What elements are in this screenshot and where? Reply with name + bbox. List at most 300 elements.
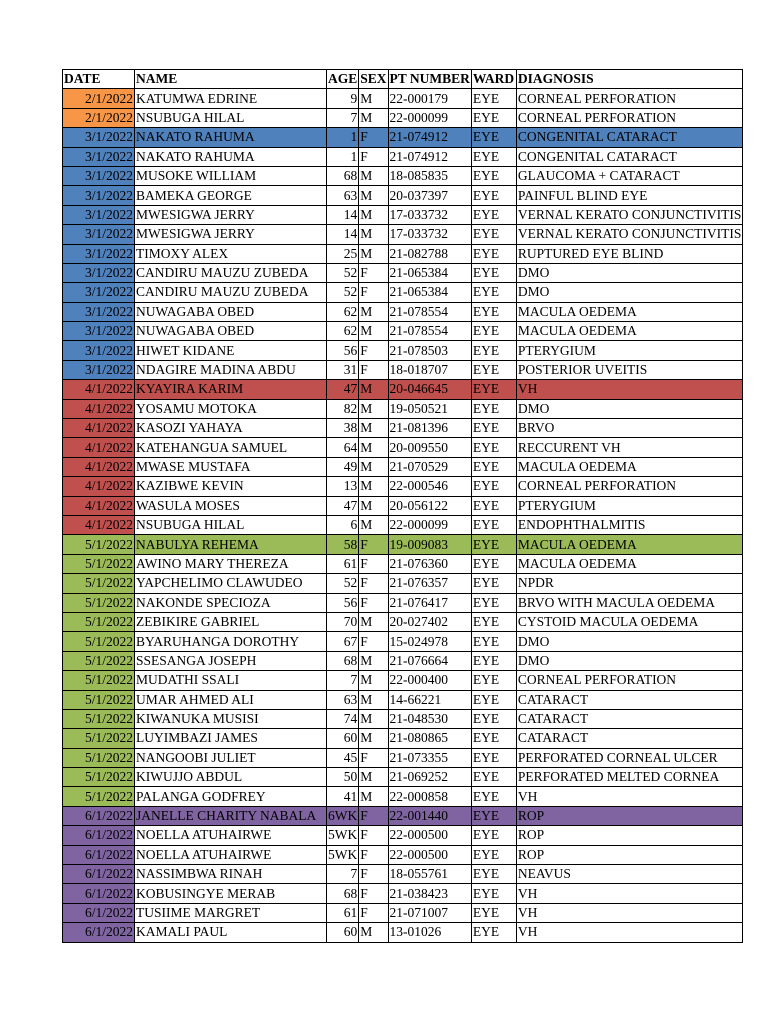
- cell-ward[interactable]: EYE: [471, 515, 516, 534]
- cell-sex[interactable]: F: [359, 593, 388, 612]
- cell-pt-number[interactable]: 21-078503: [388, 341, 471, 360]
- cell-age[interactable]: 6: [327, 515, 359, 534]
- cell-name[interactable]: KIWUJJO ABDUL: [135, 768, 327, 787]
- cell-pt-number[interactable]: 22-000179: [388, 89, 471, 108]
- cell-name[interactable]: JANELLE CHARITY NABALA: [135, 806, 327, 825]
- cell-age[interactable]: 5WK: [327, 826, 359, 845]
- cell-date[interactable]: 6/1/2022: [63, 806, 135, 825]
- cell-age[interactable]: 52: [327, 283, 359, 302]
- cell-name[interactable]: NAKATO RAHUMA: [135, 128, 327, 147]
- cell-name[interactable]: HIWET KIDANE: [135, 341, 327, 360]
- cell-name[interactable]: BAMEKA GEORGE: [135, 186, 327, 205]
- cell-name[interactable]: NAKATO RAHUMA: [135, 147, 327, 166]
- cell-age[interactable]: 47: [327, 380, 359, 399]
- cell-pt-number[interactable]: 21-038423: [388, 884, 471, 903]
- cell-sex[interactable]: F: [359, 147, 388, 166]
- cell-age[interactable]: 31: [327, 360, 359, 379]
- cell-pt-number[interactable]: 18-018707: [388, 360, 471, 379]
- cell-sex[interactable]: M: [359, 651, 388, 670]
- cell-pt-number[interactable]: 21-082788: [388, 244, 471, 263]
- cell-pt-number[interactable]: 20-037397: [388, 186, 471, 205]
- cell-diagnosis[interactable]: PERFORATED MELTED CORNEA: [516, 768, 743, 787]
- cell-ward[interactable]: EYE: [471, 787, 516, 806]
- cell-name[interactable]: PALANGA GODFREY: [135, 787, 327, 806]
- cell-sex[interactable]: M: [359, 244, 388, 263]
- cell-ward[interactable]: EYE: [471, 128, 516, 147]
- cell-ward[interactable]: EYE: [471, 535, 516, 554]
- cell-diagnosis[interactable]: NPDR: [516, 574, 743, 593]
- cell-date[interactable]: 6/1/2022: [63, 884, 135, 903]
- cell-diagnosis[interactable]: ROP: [516, 845, 743, 864]
- cell-name[interactable]: NSUBUGA HILAL: [135, 515, 327, 534]
- cell-date[interactable]: 5/1/2022: [63, 554, 135, 573]
- cell-ward[interactable]: EYE: [471, 612, 516, 631]
- cell-diagnosis[interactable]: CORNEAL PERFORATION: [516, 477, 743, 496]
- cell-age[interactable]: 6WK: [327, 806, 359, 825]
- cell-ward[interactable]: EYE: [471, 360, 516, 379]
- cell-date[interactable]: 5/1/2022: [63, 632, 135, 651]
- cell-age[interactable]: 9: [327, 89, 359, 108]
- cell-ward[interactable]: EYE: [471, 923, 516, 942]
- cell-age[interactable]: 13: [327, 477, 359, 496]
- cell-pt-number[interactable]: 18-085835: [388, 166, 471, 185]
- cell-age[interactable]: 41: [327, 787, 359, 806]
- cell-date[interactable]: 5/1/2022: [63, 768, 135, 787]
- cell-ward[interactable]: EYE: [471, 186, 516, 205]
- cell-age[interactable]: 14: [327, 205, 359, 224]
- cell-sex[interactable]: F: [359, 748, 388, 767]
- cell-age[interactable]: 1: [327, 128, 359, 147]
- cell-age[interactable]: 14: [327, 225, 359, 244]
- cell-age[interactable]: 82: [327, 399, 359, 418]
- cell-ward[interactable]: EYE: [471, 496, 516, 515]
- cell-pt-number[interactable]: 20-046645: [388, 380, 471, 399]
- cell-sex[interactable]: M: [359, 380, 388, 399]
- cell-date[interactable]: 5/1/2022: [63, 787, 135, 806]
- cell-date[interactable]: 3/1/2022: [63, 186, 135, 205]
- cell-date[interactable]: 3/1/2022: [63, 322, 135, 341]
- cell-pt-number[interactable]: 22-000546: [388, 477, 471, 496]
- cell-ward[interactable]: EYE: [471, 89, 516, 108]
- cell-age[interactable]: 60: [327, 729, 359, 748]
- cell-sex[interactable]: F: [359, 865, 388, 884]
- cell-date[interactable]: 4/1/2022: [63, 399, 135, 418]
- cell-diagnosis[interactable]: PTERYGIUM: [516, 496, 743, 515]
- cell-date[interactable]: 4/1/2022: [63, 496, 135, 515]
- cell-name[interactable]: MWASE MUSTAFA: [135, 457, 327, 476]
- cell-sex[interactable]: M: [359, 322, 388, 341]
- cell-name[interactable]: KASOZI YAHAYA: [135, 419, 327, 438]
- cell-diagnosis[interactable]: CATARACT: [516, 729, 743, 748]
- cell-pt-number[interactable]: 14-66221: [388, 690, 471, 709]
- cell-diagnosis[interactable]: CONGENITAL CATARACT: [516, 147, 743, 166]
- cell-sex[interactable]: M: [359, 515, 388, 534]
- cell-date[interactable]: 3/1/2022: [63, 225, 135, 244]
- cell-name[interactable]: MWESIGWA JERRY: [135, 225, 327, 244]
- cell-sex[interactable]: M: [359, 225, 388, 244]
- cell-date[interactable]: 5/1/2022: [63, 748, 135, 767]
- cell-ward[interactable]: EYE: [471, 438, 516, 457]
- cell-ward[interactable]: EYE: [471, 671, 516, 690]
- cell-date[interactable]: 3/1/2022: [63, 263, 135, 282]
- cell-date[interactable]: 4/1/2022: [63, 457, 135, 476]
- cell-age[interactable]: 74: [327, 709, 359, 728]
- cell-pt-number[interactable]: 21-081396: [388, 419, 471, 438]
- cell-diagnosis[interactable]: DMO: [516, 399, 743, 418]
- cell-age[interactable]: 61: [327, 903, 359, 922]
- header-diagnosis[interactable]: DIAGNOSIS: [516, 70, 743, 89]
- cell-name[interactable]: UMAR AHMED ALI: [135, 690, 327, 709]
- cell-name[interactable]: KOBUSINGYE MERAB: [135, 884, 327, 903]
- cell-pt-number[interactable]: 21-048530: [388, 709, 471, 728]
- cell-name[interactable]: NOELLA ATUHAIRWE: [135, 845, 327, 864]
- cell-diagnosis[interactable]: MACULA OEDEMA: [516, 535, 743, 554]
- cell-date[interactable]: 4/1/2022: [63, 477, 135, 496]
- cell-ward[interactable]: EYE: [471, 263, 516, 282]
- cell-age[interactable]: 25: [327, 244, 359, 263]
- cell-pt-number[interactable]: 20-027402: [388, 612, 471, 631]
- cell-ward[interactable]: EYE: [471, 729, 516, 748]
- cell-age[interactable]: 63: [327, 186, 359, 205]
- cell-diagnosis[interactable]: BRVO WITH MACULA OEDEMA: [516, 593, 743, 612]
- cell-diagnosis[interactable]: PTERYGIUM: [516, 341, 743, 360]
- cell-diagnosis[interactable]: CATARACT: [516, 690, 743, 709]
- cell-ward[interactable]: EYE: [471, 632, 516, 651]
- cell-date[interactable]: 5/1/2022: [63, 729, 135, 748]
- cell-pt-number[interactable]: 21-076417: [388, 593, 471, 612]
- cell-pt-number[interactable]: 19-050521: [388, 399, 471, 418]
- cell-age[interactable]: 5WK: [327, 845, 359, 864]
- cell-diagnosis[interactable]: CORNEAL PERFORATION: [516, 108, 743, 127]
- cell-diagnosis[interactable]: DMO: [516, 283, 743, 302]
- cell-diagnosis[interactable]: CONGENITAL CATARACT: [516, 128, 743, 147]
- cell-diagnosis[interactable]: VH: [516, 923, 743, 942]
- cell-sex[interactable]: F: [359, 826, 388, 845]
- cell-ward[interactable]: EYE: [471, 748, 516, 767]
- cell-date[interactable]: 3/1/2022: [63, 147, 135, 166]
- cell-date[interactable]: 3/1/2022: [63, 283, 135, 302]
- header-name[interactable]: NAME: [135, 70, 327, 89]
- cell-ward[interactable]: EYE: [471, 845, 516, 864]
- cell-ward[interactable]: EYE: [471, 399, 516, 418]
- cell-pt-number[interactable]: 18-055761: [388, 865, 471, 884]
- cell-date[interactable]: 5/1/2022: [63, 651, 135, 670]
- cell-sex[interactable]: F: [359, 845, 388, 864]
- cell-age[interactable]: 68: [327, 651, 359, 670]
- cell-ward[interactable]: EYE: [471, 865, 516, 884]
- cell-ward[interactable]: EYE: [471, 380, 516, 399]
- cell-diagnosis[interactable]: RUPTURED EYE BLIND: [516, 244, 743, 263]
- cell-name[interactable]: KAMALI PAUL: [135, 923, 327, 942]
- cell-age[interactable]: 68: [327, 884, 359, 903]
- cell-pt-number[interactable]: 22-000858: [388, 787, 471, 806]
- cell-pt-number[interactable]: 21-078554: [388, 322, 471, 341]
- cell-pt-number[interactable]: 13-01026: [388, 923, 471, 942]
- cell-pt-number[interactable]: 22-000400: [388, 671, 471, 690]
- cell-age[interactable]: 70: [327, 612, 359, 631]
- cell-diagnosis[interactable]: DMO: [516, 632, 743, 651]
- cell-ward[interactable]: EYE: [471, 166, 516, 185]
- cell-sex[interactable]: M: [359, 690, 388, 709]
- cell-name[interactable]: KATUMWA EDRINE: [135, 89, 327, 108]
- cell-name[interactable]: KYAYIRA KARIM: [135, 380, 327, 399]
- cell-date[interactable]: 5/1/2022: [63, 671, 135, 690]
- cell-sex[interactable]: M: [359, 612, 388, 631]
- cell-diagnosis[interactable]: MACULA OEDEMA: [516, 457, 743, 476]
- cell-ward[interactable]: EYE: [471, 108, 516, 127]
- cell-date[interactable]: 5/1/2022: [63, 690, 135, 709]
- cell-sex[interactable]: M: [359, 729, 388, 748]
- cell-pt-number[interactable]: 17-033732: [388, 225, 471, 244]
- cell-ward[interactable]: EYE: [471, 651, 516, 670]
- cell-sex[interactable]: M: [359, 108, 388, 127]
- cell-sex[interactable]: M: [359, 768, 388, 787]
- cell-age[interactable]: 67: [327, 632, 359, 651]
- cell-name[interactable]: MUDATHI SSALI: [135, 671, 327, 690]
- cell-ward[interactable]: EYE: [471, 419, 516, 438]
- cell-diagnosis[interactable]: PAINFUL BLIND EYE: [516, 186, 743, 205]
- cell-sex[interactable]: M: [359, 496, 388, 515]
- cell-name[interactable]: NSUBUGA HILAL: [135, 108, 327, 127]
- cell-age[interactable]: 52: [327, 263, 359, 282]
- cell-age[interactable]: 38: [327, 419, 359, 438]
- cell-name[interactable]: WASULA MOSES: [135, 496, 327, 515]
- cell-diagnosis[interactable]: POSTERIOR UVEITIS: [516, 360, 743, 379]
- header-age[interactable]: AGE: [327, 70, 359, 89]
- cell-ward[interactable]: EYE: [471, 302, 516, 321]
- cell-age[interactable]: 1: [327, 147, 359, 166]
- cell-name[interactable]: SSESANGA JOSEPH: [135, 651, 327, 670]
- cell-date[interactable]: 6/1/2022: [63, 845, 135, 864]
- cell-age[interactable]: 47: [327, 496, 359, 515]
- cell-age[interactable]: 61: [327, 554, 359, 573]
- cell-ward[interactable]: EYE: [471, 574, 516, 593]
- cell-name[interactable]: NASSIMBWA RINAH: [135, 865, 327, 884]
- cell-date[interactable]: 5/1/2022: [63, 612, 135, 631]
- cell-diagnosis[interactable]: VERNAL KERATO CONJUNCTIVITIS: [516, 225, 743, 244]
- cell-age[interactable]: 58: [327, 535, 359, 554]
- cell-age[interactable]: 60: [327, 923, 359, 942]
- cell-age[interactable]: 68: [327, 166, 359, 185]
- cell-age[interactable]: 50: [327, 768, 359, 787]
- cell-diagnosis[interactable]: BRVO: [516, 419, 743, 438]
- cell-ward[interactable]: EYE: [471, 709, 516, 728]
- cell-name[interactable]: TUSIIME MARGRET: [135, 903, 327, 922]
- cell-pt-number[interactable]: 22-000500: [388, 826, 471, 845]
- cell-pt-number[interactable]: 21-070529: [388, 457, 471, 476]
- cell-name[interactable]: MUSOKE WILLIAM: [135, 166, 327, 185]
- cell-age[interactable]: 49: [327, 457, 359, 476]
- cell-name[interactable]: YAPCHELIMO CLAWUDEO: [135, 574, 327, 593]
- cell-pt-number[interactable]: 21-071007: [388, 903, 471, 922]
- cell-name[interactable]: NANGOOBI JULIET: [135, 748, 327, 767]
- cell-sex[interactable]: F: [359, 884, 388, 903]
- cell-diagnosis[interactable]: CORNEAL PERFORATION: [516, 671, 743, 690]
- cell-pt-number[interactable]: 21-069252: [388, 768, 471, 787]
- cell-diagnosis[interactable]: MACULA OEDEMA: [516, 322, 743, 341]
- cell-name[interactable]: LUYIMBAZI JAMES: [135, 729, 327, 748]
- cell-ward[interactable]: EYE: [471, 322, 516, 341]
- cell-sex[interactable]: M: [359, 419, 388, 438]
- cell-name[interactable]: MWESIGWA JERRY: [135, 205, 327, 224]
- cell-date[interactable]: 6/1/2022: [63, 865, 135, 884]
- cell-name[interactable]: AWINO MARY THEREZA: [135, 554, 327, 573]
- cell-ward[interactable]: EYE: [471, 457, 516, 476]
- cell-diagnosis[interactable]: DMO: [516, 263, 743, 282]
- cell-sex[interactable]: F: [359, 632, 388, 651]
- cell-pt-number[interactable]: 21-076357: [388, 574, 471, 593]
- cell-name[interactable]: TIMOXY ALEX: [135, 244, 327, 263]
- cell-pt-number[interactable]: 22-000099: [388, 108, 471, 127]
- cell-date[interactable]: 5/1/2022: [63, 709, 135, 728]
- cell-pt-number[interactable]: 21-065384: [388, 283, 471, 302]
- cell-date[interactable]: 3/1/2022: [63, 205, 135, 224]
- cell-diagnosis[interactable]: ROP: [516, 826, 743, 845]
- cell-sex[interactable]: M: [359, 787, 388, 806]
- cell-age[interactable]: 62: [327, 322, 359, 341]
- cell-age[interactable]: 7: [327, 865, 359, 884]
- cell-age[interactable]: 56: [327, 341, 359, 360]
- cell-sex[interactable]: F: [359, 128, 388, 147]
- cell-date[interactable]: 2/1/2022: [63, 108, 135, 127]
- cell-sex[interactable]: M: [359, 438, 388, 457]
- cell-diagnosis[interactable]: NEAVUS: [516, 865, 743, 884]
- cell-name[interactable]: NUWAGABA OBED: [135, 302, 327, 321]
- cell-date[interactable]: 3/1/2022: [63, 166, 135, 185]
- cell-pt-number[interactable]: 21-074912: [388, 147, 471, 166]
- cell-date[interactable]: 6/1/2022: [63, 903, 135, 922]
- cell-name[interactable]: KAZIBWE KEVIN: [135, 477, 327, 496]
- cell-date[interactable]: 4/1/2022: [63, 438, 135, 457]
- cell-sex[interactable]: M: [359, 477, 388, 496]
- cell-sex[interactable]: F: [359, 535, 388, 554]
- cell-ward[interactable]: EYE: [471, 593, 516, 612]
- cell-ward[interactable]: EYE: [471, 225, 516, 244]
- cell-diagnosis[interactable]: ENDOPHTHALMITIS: [516, 515, 743, 534]
- cell-sex[interactable]: M: [359, 89, 388, 108]
- cell-age[interactable]: 62: [327, 302, 359, 321]
- cell-name[interactable]: NABULYA REHEMA: [135, 535, 327, 554]
- cell-diagnosis[interactable]: ROP: [516, 806, 743, 825]
- cell-diagnosis[interactable]: VH: [516, 380, 743, 399]
- header-ward[interactable]: WARD: [471, 70, 516, 89]
- cell-ward[interactable]: EYE: [471, 768, 516, 787]
- cell-diagnosis[interactable]: RECCURENT VH: [516, 438, 743, 457]
- cell-date[interactable]: 3/1/2022: [63, 302, 135, 321]
- cell-sex[interactable]: M: [359, 186, 388, 205]
- cell-ward[interactable]: EYE: [471, 826, 516, 845]
- cell-date[interactable]: 3/1/2022: [63, 128, 135, 147]
- cell-sex[interactable]: M: [359, 709, 388, 728]
- cell-sex[interactable]: F: [359, 574, 388, 593]
- cell-pt-number[interactable]: 20-056122: [388, 496, 471, 515]
- cell-name[interactable]: NDAGIRE MADINA ABDU: [135, 360, 327, 379]
- header-pt-number[interactable]: PT NUMBER: [388, 70, 471, 89]
- cell-diagnosis[interactable]: VH: [516, 903, 743, 922]
- cell-date[interactable]: 4/1/2022: [63, 515, 135, 534]
- cell-diagnosis[interactable]: VERNAL KERATO CONJUNCTIVITIS: [516, 205, 743, 224]
- cell-date[interactable]: 5/1/2022: [63, 574, 135, 593]
- cell-age[interactable]: 56: [327, 593, 359, 612]
- header-sex[interactable]: SEX: [359, 70, 388, 89]
- cell-date[interactable]: 4/1/2022: [63, 419, 135, 438]
- cell-date[interactable]: 6/1/2022: [63, 826, 135, 845]
- cell-diagnosis[interactable]: GLAUCOMA + CATARACT: [516, 166, 743, 185]
- cell-diagnosis[interactable]: MACULA OEDEMA: [516, 554, 743, 573]
- cell-age[interactable]: 63: [327, 690, 359, 709]
- header-date[interactable]: DATE: [63, 70, 135, 89]
- cell-pt-number[interactable]: 21-065384: [388, 263, 471, 282]
- cell-ward[interactable]: EYE: [471, 884, 516, 903]
- cell-sex[interactable]: M: [359, 923, 388, 942]
- cell-sex[interactable]: M: [359, 205, 388, 224]
- cell-ward[interactable]: EYE: [471, 477, 516, 496]
- cell-pt-number[interactable]: 21-074912: [388, 128, 471, 147]
- cell-name[interactable]: YOSAMU MOTOKA: [135, 399, 327, 418]
- cell-pt-number[interactable]: 22-000500: [388, 845, 471, 864]
- cell-age[interactable]: 64: [327, 438, 359, 457]
- cell-date[interactable]: 3/1/2022: [63, 341, 135, 360]
- cell-pt-number[interactable]: 21-076664: [388, 651, 471, 670]
- cell-age[interactable]: 7: [327, 671, 359, 690]
- cell-diagnosis[interactable]: DMO: [516, 651, 743, 670]
- cell-pt-number[interactable]: 19-009083: [388, 535, 471, 554]
- cell-diagnosis[interactable]: PERFORATED CORNEAL ULCER: [516, 748, 743, 767]
- cell-name[interactable]: CANDIRU MAUZU ZUBEDA: [135, 283, 327, 302]
- cell-name[interactable]: NAKONDE SPECIOZA: [135, 593, 327, 612]
- cell-age[interactable]: 52: [327, 574, 359, 593]
- cell-sex[interactable]: F: [359, 554, 388, 573]
- cell-name[interactable]: KATEHANGUA SAMUEL: [135, 438, 327, 457]
- cell-date[interactable]: 4/1/2022: [63, 380, 135, 399]
- cell-pt-number[interactable]: 20-009550: [388, 438, 471, 457]
- cell-ward[interactable]: EYE: [471, 147, 516, 166]
- cell-date[interactable]: 5/1/2022: [63, 593, 135, 612]
- cell-age[interactable]: 45: [327, 748, 359, 767]
- cell-name[interactable]: NOELLA ATUHAIRWE: [135, 826, 327, 845]
- cell-sex[interactable]: F: [359, 263, 388, 282]
- cell-sex[interactable]: M: [359, 399, 388, 418]
- cell-sex[interactable]: F: [359, 341, 388, 360]
- cell-ward[interactable]: EYE: [471, 554, 516, 573]
- cell-pt-number[interactable]: 21-073355: [388, 748, 471, 767]
- cell-pt-number[interactable]: 21-078554: [388, 302, 471, 321]
- cell-sex[interactable]: F: [359, 903, 388, 922]
- cell-sex[interactable]: M: [359, 457, 388, 476]
- cell-ward[interactable]: EYE: [471, 806, 516, 825]
- cell-age[interactable]: 7: [327, 108, 359, 127]
- cell-date[interactable]: 6/1/2022: [63, 923, 135, 942]
- cell-ward[interactable]: EYE: [471, 341, 516, 360]
- cell-pt-number[interactable]: 17-033732: [388, 205, 471, 224]
- cell-sex[interactable]: F: [359, 360, 388, 379]
- cell-diagnosis[interactable]: CYSTOID MACULA OEDEMA: [516, 612, 743, 631]
- cell-diagnosis[interactable]: MACULA OEDEMA: [516, 302, 743, 321]
- cell-pt-number[interactable]: 22-001440: [388, 806, 471, 825]
- cell-name[interactable]: KIWANUKA MUSISI: [135, 709, 327, 728]
- cell-ward[interactable]: EYE: [471, 283, 516, 302]
- cell-name[interactable]: ZEBIKIRE GABRIEL: [135, 612, 327, 631]
- cell-diagnosis[interactable]: CATARACT: [516, 709, 743, 728]
- cell-date[interactable]: 3/1/2022: [63, 244, 135, 263]
- cell-pt-number[interactable]: 22-000099: [388, 515, 471, 534]
- cell-sex[interactable]: F: [359, 806, 388, 825]
- cell-ward[interactable]: EYE: [471, 903, 516, 922]
- cell-diagnosis[interactable]: VH: [516, 787, 743, 806]
- cell-ward[interactable]: EYE: [471, 690, 516, 709]
- cell-ward[interactable]: EYE: [471, 205, 516, 224]
- cell-name[interactable]: NUWAGABA OBED: [135, 322, 327, 341]
